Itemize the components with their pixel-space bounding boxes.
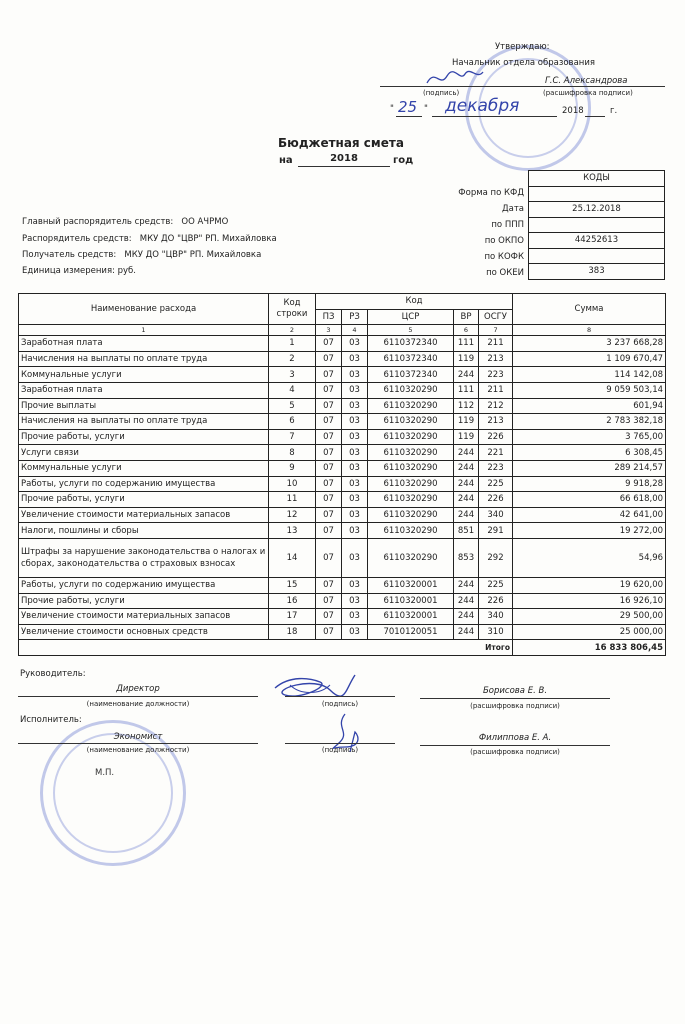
stamp-mark: М.П. bbox=[95, 768, 115, 778]
cell-name: Работы, услуги по содержанию имущества bbox=[19, 577, 269, 593]
cell-name: Прочие выплаты bbox=[19, 398, 269, 414]
cell-pz: 07 bbox=[316, 523, 342, 539]
cell-vr: 111 bbox=[454, 382, 479, 398]
cell-rz: 03 bbox=[342, 609, 368, 625]
cell-osgu: 340 bbox=[479, 507, 513, 523]
cell-pz: 07 bbox=[316, 507, 342, 523]
cell-line: 11 bbox=[269, 492, 316, 508]
column-number: 7 bbox=[479, 325, 513, 336]
cell-rz: 03 bbox=[342, 538, 368, 577]
column-number: 2 bbox=[269, 325, 316, 336]
cell-csr: 6110372340 bbox=[368, 351, 454, 367]
header-vr: ВР bbox=[454, 309, 479, 325]
code-value: 383 bbox=[529, 264, 665, 280]
cell-vr: 244 bbox=[454, 624, 479, 640]
table-row bbox=[19, 507, 666, 523]
cell-name: Начисления на выплаты по оплате труда bbox=[19, 414, 269, 430]
codes-header: КОДЫ bbox=[529, 171, 665, 187]
cell-line: 9 bbox=[269, 460, 316, 476]
cell-rz: 03 bbox=[342, 460, 368, 476]
document-on: на bbox=[279, 155, 293, 166]
cell-rz: 03 bbox=[342, 382, 368, 398]
cell-csr: 6110320290 bbox=[368, 429, 454, 445]
cell-csr: 6110320290 bbox=[368, 523, 454, 539]
cell-csr: 6110320290 bbox=[368, 414, 454, 430]
cell-rz: 03 bbox=[342, 429, 368, 445]
cell-rz: 03 bbox=[342, 523, 368, 539]
cell-rz: 03 bbox=[342, 476, 368, 492]
document-year: 2018 bbox=[330, 153, 358, 164]
cell-name: Штрафы за нарушение законодательства о налогах и сборах, законодательства о страховых взносах bbox=[19, 538, 269, 577]
cell-rz: 03 bbox=[342, 398, 368, 414]
cell-csr: 6110320290 bbox=[368, 538, 454, 577]
cell-pz: 07 bbox=[316, 336, 342, 352]
cell-vr: 244 bbox=[454, 367, 479, 383]
table-row bbox=[19, 593, 666, 609]
cell-sum: 9 059 503,14 bbox=[513, 382, 666, 398]
cell-vr: 111 bbox=[454, 336, 479, 352]
cell-line: 16 bbox=[269, 593, 316, 609]
cell-pz: 07 bbox=[316, 445, 342, 461]
table-row bbox=[19, 336, 666, 352]
head-position: Директор bbox=[116, 684, 160, 694]
executor-decode-caption: (расшифровка подписи) bbox=[470, 748, 560, 756]
cell-sum: 3 765,00 bbox=[513, 429, 666, 445]
cell-line: 13 bbox=[269, 523, 316, 539]
head-label: Руководитель: bbox=[20, 669, 86, 679]
cell-sum: 6 308,45 bbox=[513, 445, 666, 461]
cell-sum: 16 926,10 bbox=[513, 593, 666, 609]
column-number: 3 bbox=[316, 325, 342, 336]
cell-sum: 114 142,08 bbox=[513, 367, 666, 383]
cell-osgu: 340 bbox=[479, 609, 513, 625]
cell-pz: 07 bbox=[316, 398, 342, 414]
cell-sum: 3 237 668,28 bbox=[513, 336, 666, 352]
table-row bbox=[19, 351, 666, 367]
table-row bbox=[19, 382, 666, 398]
info-manager: Распорядитель средств: МКУ ДО "ЦВР" РП. Михайловка bbox=[22, 234, 277, 244]
cell-osgu: 213 bbox=[479, 414, 513, 430]
cell-sum: 66 618,00 bbox=[513, 492, 666, 508]
cell-rz: 03 bbox=[342, 351, 368, 367]
codes-table bbox=[528, 170, 665, 280]
cell-pz: 07 bbox=[316, 538, 342, 577]
codes-labels bbox=[420, 185, 524, 281]
cell-rz: 03 bbox=[342, 414, 368, 430]
cell-rz: 03 bbox=[342, 624, 368, 640]
cell-osgu: 225 bbox=[479, 577, 513, 593]
code-label: по КОФК bbox=[484, 252, 524, 262]
column-number: 4 bbox=[342, 325, 368, 336]
cell-csr: 7010120051 bbox=[368, 624, 454, 640]
table-row bbox=[19, 367, 666, 383]
cell-name: Услуги связи bbox=[19, 445, 269, 461]
cell-line: 1 bbox=[269, 336, 316, 352]
cell-vr: 851 bbox=[454, 523, 479, 539]
cell-vr: 119 bbox=[454, 414, 479, 430]
table-row bbox=[19, 538, 666, 577]
cell-vr: 244 bbox=[454, 609, 479, 625]
cell-rz: 03 bbox=[342, 507, 368, 523]
approval-title: Утверждаю: bbox=[495, 42, 550, 52]
approval-year-suffix: г. bbox=[610, 106, 618, 116]
cell-pz: 07 bbox=[316, 414, 342, 430]
column-number: 8 bbox=[513, 325, 666, 336]
table-row bbox=[19, 476, 666, 492]
head-name: Борисова Е. В. bbox=[482, 686, 548, 696]
code-value: 25.12.2018 bbox=[529, 202, 665, 218]
cell-csr: 6110372340 bbox=[368, 336, 454, 352]
cell-rz: 03 bbox=[342, 593, 368, 609]
code-value bbox=[529, 186, 665, 202]
cell-sum: 25 000,00 bbox=[513, 624, 666, 640]
cell-line: 14 bbox=[269, 538, 316, 577]
cell-csr: 6110320290 bbox=[368, 476, 454, 492]
total-label: Итого bbox=[19, 640, 513, 656]
cell-sum: 54,96 bbox=[513, 538, 666, 577]
cell-osgu: 292 bbox=[479, 538, 513, 577]
cell-vr: 112 bbox=[454, 398, 479, 414]
cell-vr: 244 bbox=[454, 492, 479, 508]
cell-osgu: 211 bbox=[479, 336, 513, 352]
head-position-caption: (наименование должности) bbox=[86, 700, 190, 708]
cell-rz: 03 bbox=[342, 492, 368, 508]
cell-csr: 6110320001 bbox=[368, 609, 454, 625]
budget-table bbox=[18, 293, 666, 656]
header-csr: ЦСР bbox=[368, 309, 454, 325]
cell-osgu: 223 bbox=[479, 367, 513, 383]
cell-vr: 119 bbox=[454, 429, 479, 445]
approval-day: 25 bbox=[398, 98, 418, 116]
header-pz: ПЗ bbox=[316, 309, 342, 325]
cell-pz: 07 bbox=[316, 609, 342, 625]
cell-line: 18 bbox=[269, 624, 316, 640]
code-label: Форма по КФД bbox=[458, 188, 524, 198]
info-recipient: Получатель средств: МКУ ДО "ЦВР" РП. Михайловка bbox=[22, 250, 262, 260]
cell-osgu: 221 bbox=[479, 445, 513, 461]
approval-month: декабря bbox=[445, 96, 520, 116]
cell-sum: 1 109 670,47 bbox=[513, 351, 666, 367]
cell-osgu: 213 bbox=[479, 351, 513, 367]
cell-sum: 42 641,00 bbox=[513, 507, 666, 523]
header-osgu: ОСГУ bbox=[479, 309, 513, 325]
head-signature-caption: (подпись) bbox=[321, 700, 359, 708]
cell-rz: 03 bbox=[342, 445, 368, 461]
cell-name: Заработная плата bbox=[19, 382, 269, 398]
cell-name: Увеличение стоимости материальных запасов bbox=[19, 507, 269, 523]
cell-pz: 07 bbox=[316, 492, 342, 508]
table-row bbox=[19, 523, 666, 539]
cell-osgu: 310 bbox=[479, 624, 513, 640]
document-year-word: год bbox=[393, 155, 414, 166]
code-label: по ОКЕИ bbox=[486, 268, 524, 278]
cell-pz: 07 bbox=[316, 382, 342, 398]
table-row bbox=[19, 460, 666, 476]
table-row bbox=[19, 429, 666, 445]
cell-name: Налоги, пошлины и сборы bbox=[19, 523, 269, 539]
cell-osgu: 226 bbox=[479, 492, 513, 508]
cell-pz: 07 bbox=[316, 460, 342, 476]
cell-line: 10 bbox=[269, 476, 316, 492]
approval-year: 2018 bbox=[562, 106, 584, 116]
cell-sum: 601,94 bbox=[513, 398, 666, 414]
header-sum: Сумма bbox=[513, 294, 666, 325]
executor-position-caption: (наименование должности) bbox=[86, 746, 190, 754]
approval-name: Г.С. Александрова bbox=[545, 76, 628, 86]
cell-line: 3 bbox=[269, 367, 316, 383]
cell-vr: 244 bbox=[454, 507, 479, 523]
table-row bbox=[19, 609, 666, 625]
header-name: Наименование расхода bbox=[19, 294, 269, 325]
cell-osgu: 226 bbox=[479, 593, 513, 609]
executor-name: Филиппова Е. А. bbox=[478, 733, 552, 743]
cell-name: Работы, услуги по содержанию имущества bbox=[19, 476, 269, 492]
table-row bbox=[19, 398, 666, 414]
cell-pz: 07 bbox=[316, 367, 342, 383]
cell-line: 17 bbox=[269, 609, 316, 625]
column-number: 5 bbox=[368, 325, 454, 336]
executor-position: Экономист bbox=[113, 732, 163, 742]
table-row bbox=[19, 577, 666, 593]
cell-csr: 6110320290 bbox=[368, 492, 454, 508]
cell-line: 12 bbox=[269, 507, 316, 523]
cell-osgu: 225 bbox=[479, 476, 513, 492]
executor-label: Исполнитель: bbox=[20, 715, 82, 725]
cell-vr: 244 bbox=[454, 445, 479, 461]
code-label: по ППП bbox=[491, 220, 524, 230]
approval-signature-caption: (подпись) bbox=[423, 89, 460, 97]
cell-line: 4 bbox=[269, 382, 316, 398]
table-row bbox=[19, 445, 666, 461]
cell-line: 6 bbox=[269, 414, 316, 430]
header-line-code: Код строки bbox=[269, 294, 316, 325]
cell-sum: 29 500,00 bbox=[513, 609, 666, 625]
cell-line: 7 bbox=[269, 429, 316, 445]
cell-vr: 244 bbox=[454, 476, 479, 492]
table-row bbox=[19, 492, 666, 508]
cell-csr: 6110320001 bbox=[368, 577, 454, 593]
cell-osgu: 291 bbox=[479, 523, 513, 539]
cell-rz: 03 bbox=[342, 336, 368, 352]
cell-line: 2 bbox=[269, 351, 316, 367]
cell-pz: 07 bbox=[316, 476, 342, 492]
head-decode-caption: (расшифровка подписи) bbox=[470, 702, 560, 710]
cell-vr: 244 bbox=[454, 593, 479, 609]
table-row bbox=[19, 414, 666, 430]
cell-csr: 6110320001 bbox=[368, 593, 454, 609]
cell-line: 8 bbox=[269, 445, 316, 461]
info-main-manager: Главный распорядитель средств: ОО АЧРМО bbox=[22, 217, 229, 227]
cell-vr: 853 bbox=[454, 538, 479, 577]
approval-quote: " bbox=[390, 104, 394, 114]
total-row bbox=[19, 640, 666, 656]
cell-sum: 19 620,00 bbox=[513, 577, 666, 593]
cell-sum: 289 214,57 bbox=[513, 460, 666, 476]
cell-osgu: 212 bbox=[479, 398, 513, 414]
cell-name: Прочие работы, услуги bbox=[19, 593, 269, 609]
cell-osgu: 211 bbox=[479, 382, 513, 398]
column-number: 1 bbox=[19, 325, 269, 336]
header-rz: РЗ bbox=[342, 309, 368, 325]
cell-csr: 6110372340 bbox=[368, 367, 454, 383]
cell-name: Коммунальные услуги bbox=[19, 460, 269, 476]
document-title: Бюджетная смета bbox=[278, 136, 404, 150]
column-number: 6 bbox=[454, 325, 479, 336]
cell-pz: 07 bbox=[316, 351, 342, 367]
cell-vr: 119 bbox=[454, 351, 479, 367]
cell-name: Прочие работы, услуги bbox=[19, 492, 269, 508]
cell-csr: 6110320290 bbox=[368, 445, 454, 461]
executor-signature-caption: (подпись) bbox=[321, 746, 359, 754]
code-value bbox=[529, 248, 665, 264]
cell-csr: 6110320290 bbox=[368, 460, 454, 476]
approval-quote: " bbox=[424, 104, 428, 114]
cell-pz: 07 bbox=[316, 624, 342, 640]
cell-line: 5 bbox=[269, 398, 316, 414]
approval-position: Начальник отдела образования bbox=[452, 58, 595, 68]
cell-pz: 07 bbox=[316, 577, 342, 593]
cell-name: Начисления на выплаты по оплате труда bbox=[19, 351, 269, 367]
cell-name: Заработная плата bbox=[19, 336, 269, 352]
cell-line: 15 bbox=[269, 577, 316, 593]
approval-decode-caption: (расшифровка подписи) bbox=[543, 89, 633, 97]
cell-name: Увеличение стоимости материальных запасов bbox=[19, 609, 269, 625]
cell-vr: 244 bbox=[454, 460, 479, 476]
header-code: Код bbox=[316, 294, 513, 310]
cell-csr: 6110320290 bbox=[368, 398, 454, 414]
code-value: 44252613 bbox=[529, 233, 665, 249]
cell-osgu: 223 bbox=[479, 460, 513, 476]
approval-signature bbox=[425, 68, 485, 88]
table-row bbox=[19, 624, 666, 640]
code-label: по ОКПО bbox=[484, 236, 524, 246]
code-label: Дата bbox=[501, 204, 524, 214]
cell-pz: 07 bbox=[316, 593, 342, 609]
cell-sum: 2 783 382,18 bbox=[513, 414, 666, 430]
info-unit: Единица измерения: руб. bbox=[22, 266, 136, 276]
cell-sum: 9 918,28 bbox=[513, 476, 666, 492]
cell-vr: 244 bbox=[454, 577, 479, 593]
code-value bbox=[529, 217, 665, 233]
cell-osgu: 226 bbox=[479, 429, 513, 445]
cell-csr: 6110320290 bbox=[368, 382, 454, 398]
cell-name: Коммунальные услуги bbox=[19, 367, 269, 383]
cell-name: Прочие работы, услуги bbox=[19, 429, 269, 445]
cell-rz: 03 bbox=[342, 367, 368, 383]
cell-sum: 19 272,00 bbox=[513, 523, 666, 539]
cell-name: Увеличение стоимости основных средств bbox=[19, 624, 269, 640]
cell-rz: 03 bbox=[342, 577, 368, 593]
total-value: 16 833 806,45 bbox=[513, 640, 666, 656]
cell-pz: 07 bbox=[316, 429, 342, 445]
cell-csr: 6110320290 bbox=[368, 507, 454, 523]
